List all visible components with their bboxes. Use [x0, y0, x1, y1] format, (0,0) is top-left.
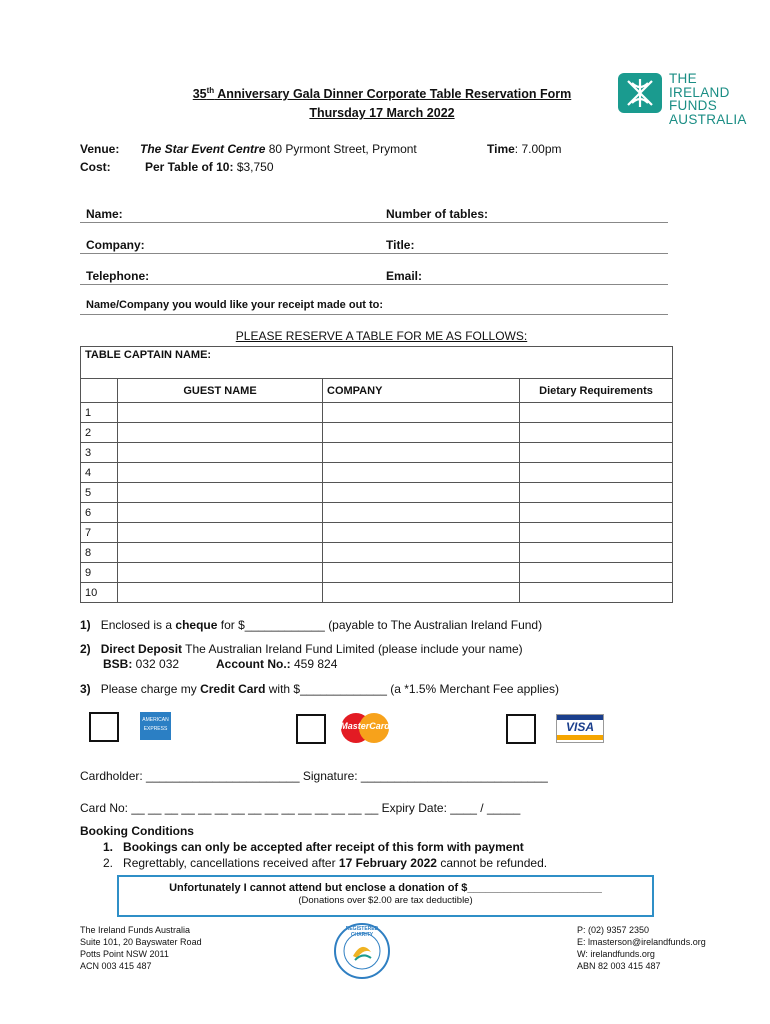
row-number: 5	[81, 483, 118, 503]
guest-name-cell[interactable]	[118, 563, 323, 583]
table-row[interactable]	[81, 583, 673, 603]
company-cell[interactable]	[323, 483, 520, 503]
mastercard-checkbox[interactable]	[296, 714, 326, 744]
field-divider	[80, 314, 668, 315]
company-cell[interactable]	[323, 503, 520, 523]
dietary-cell[interactable]	[520, 543, 673, 563]
guest-name-cell[interactable]	[118, 423, 323, 443]
logo-text: THE IRELAND FUNDS AUSTRALIA	[669, 71, 747, 127]
field-divider	[80, 222, 668, 223]
visa-logo-icon: VISA	[556, 714, 604, 743]
donation-line: Unfortunately I cannot attend but enclose a donation of $______________________	[169, 882, 602, 894]
visa-checkbox[interactable]	[506, 714, 536, 744]
dietary-cell[interactable]	[520, 563, 673, 583]
booking-condition-2: 2. Regrettably, cancellations received after 17 February 2022 cannot be refunded.	[103, 856, 548, 870]
dietary-cell[interactable]	[520, 463, 673, 483]
telephone-field-label: Telephone:	[86, 269, 150, 283]
dietary-header: Dietary Requirements	[520, 379, 673, 403]
table-row[interactable]	[81, 463, 673, 483]
table-row[interactable]	[81, 443, 673, 463]
table-row[interactable]	[81, 403, 673, 423]
row-number: 2	[81, 423, 118, 443]
field-divider	[80, 253, 668, 254]
company-cell[interactable]	[323, 423, 520, 443]
footer-contact: P: (02) 9357 2350 E: lmasterson@irelandfunds.org W: irelandfunds.org ABN 82 003 415 487	[577, 925, 706, 971]
company-cell[interactable]	[323, 403, 520, 423]
guest-name-cell[interactable]	[118, 443, 323, 463]
guest-name-cell[interactable]	[118, 503, 323, 523]
company-cell[interactable]	[323, 543, 520, 563]
guest-name-cell[interactable]	[118, 403, 323, 423]
form-title: 35th Anniversary Gala Dinner Corporate Table Reservation Form	[192, 86, 572, 102]
venue-value: The Star Event Centre 80 Pyrmont Street, Prymont	[140, 142, 417, 156]
venue-label: Venue:	[80, 142, 120, 156]
bsb-details: BSB: 032 032	[103, 657, 180, 671]
title-field-label: Title:	[386, 238, 415, 252]
captain-row	[81, 347, 673, 379]
donation-box[interactable]	[117, 875, 654, 917]
name-field-label: Name:	[86, 207, 123, 221]
guest-name-cell[interactable]	[118, 523, 323, 543]
dietary-cell[interactable]	[520, 503, 673, 523]
row-number: 7	[81, 523, 118, 543]
company-cell[interactable]	[323, 443, 520, 463]
company-cell[interactable]	[323, 523, 520, 543]
num-tables-field-label: Number of tables:	[386, 207, 489, 221]
company-header: COMPANY	[323, 379, 520, 403]
reserve-heading: PLEASE RESERVE A TABLE FOR ME AS FOLLOWS:	[235, 329, 528, 343]
company-cell[interactable]	[323, 583, 520, 603]
email-field-label: Email:	[386, 269, 423, 283]
amex-checkbox[interactable]	[89, 712, 119, 742]
booking-condition-1: 1. Bookings can only be accepted after receipt of this form with payment	[103, 840, 524, 854]
booking-conditions-heading: Booking Conditions	[80, 824, 194, 838]
row-number: 10	[81, 583, 118, 603]
dietary-cell[interactable]	[520, 423, 673, 443]
cardholder-signature-line[interactable]: Cardholder: _______________________ Signature: ____________________________	[80, 769, 548, 783]
guest-name-cell[interactable]	[118, 483, 323, 503]
event-date: Thursday 17 March 2022	[309, 106, 455, 120]
ireland-funds-logo-icon	[618, 73, 662, 113]
table-row[interactable]	[81, 503, 673, 523]
cost-value: Per Table of 10: $3,750	[145, 160, 274, 174]
table-row[interactable]	[81, 563, 673, 583]
guest-name-header: GUEST NAME	[118, 379, 323, 403]
row-number: 9	[81, 563, 118, 583]
company-cell[interactable]	[323, 463, 520, 483]
guest-name-cell[interactable]	[118, 543, 323, 563]
row-number-header	[81, 379, 118, 403]
mastercard-logo-icon: MasterCard	[339, 712, 391, 744]
donation-note: (Donations over $2.00 are tax deductible)	[298, 895, 473, 906]
row-number: 8	[81, 543, 118, 563]
footer-address: The Ireland Funds Australia Suite 101, 20 Bayswater Road Potts Point NSW 2011 ACN 003 415 487	[80, 925, 202, 971]
dietary-cell[interactable]	[520, 483, 673, 503]
table-row[interactable]	[81, 543, 673, 563]
account-details: Account No.: 459 824	[216, 657, 338, 671]
dietary-cell[interactable]	[520, 583, 673, 603]
table-row[interactable]	[81, 483, 673, 503]
payment-option-cheque: 1) Enclosed is a cheque for $____________ (payable to The Australian Ireland Fund)	[80, 618, 543, 632]
time-value: Time: 7.00pm	[487, 142, 562, 156]
company-field-label: Company:	[86, 238, 145, 252]
cost-label: Cost:	[80, 160, 111, 174]
row-number: 6	[81, 503, 118, 523]
table-header-row	[81, 379, 673, 403]
row-number: 3	[81, 443, 118, 463]
field-divider	[80, 284, 668, 285]
payment-option-deposit: 2) Direct Deposit The Australian Ireland Fund Limited (please include your name)	[80, 642, 523, 656]
guest-table	[80, 346, 673, 603]
card-number-expiry-line[interactable]: Card No: __ __ __ __ __ __ __ __ __ __ __ __ __ __ __ Expiry Date: ____ / _____	[80, 801, 521, 815]
table-row[interactable]	[81, 423, 673, 443]
captain-label: TABLE CAPTAIN NAME:	[85, 349, 212, 361]
row-number: 4	[81, 463, 118, 483]
table-row[interactable]	[81, 523, 673, 543]
dietary-cell[interactable]	[520, 523, 673, 543]
amex-logo-icon: AMERICAN EXPRESS	[140, 712, 171, 740]
row-number: 1	[81, 403, 118, 423]
dietary-cell[interactable]	[520, 403, 673, 423]
registered-charity-seal-icon: REGISTERED CHARITY	[333, 922, 391, 980]
dietary-cell[interactable]	[520, 443, 673, 463]
payment-option-credit-card: 3) Please charge my Credit Card with $_____________ (a *1.5% Merchant Fee applies)	[80, 682, 559, 696]
guest-name-cell[interactable]	[118, 583, 323, 603]
guest-name-cell[interactable]	[118, 463, 323, 483]
receipt-field-label: Name/Company you would like your receipt made out to:	[86, 299, 384, 311]
company-cell[interactable]	[323, 563, 520, 583]
